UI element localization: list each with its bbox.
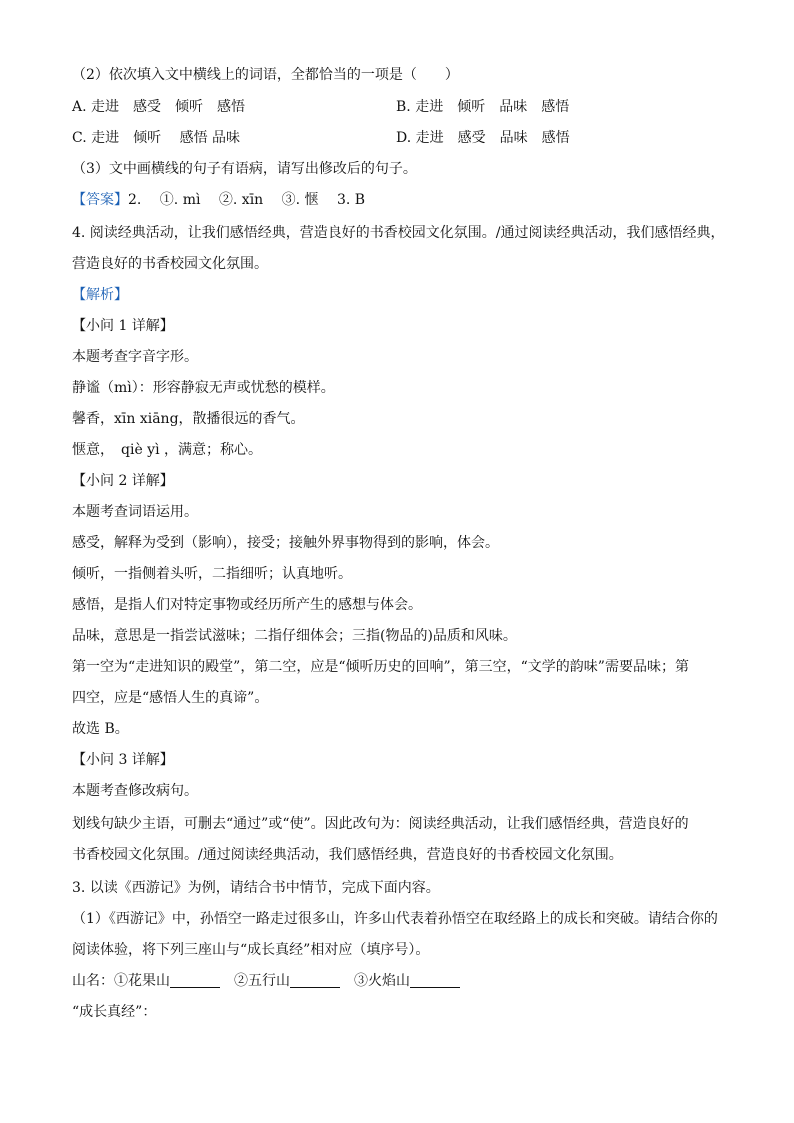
sub2-title: 【小问 2 详解】 — [72, 473, 174, 489]
sub1-line: 本题考查字音字形。 — [72, 349, 198, 365]
q3-question: （3）文中画横线的句子有语病，请写出修改后的句子。 — [72, 161, 417, 177]
mountain-item: ①花果山 — [114, 973, 170, 989]
sub3-line: 本题考查修改病句。 — [72, 783, 198, 799]
q2-question: （2）依次填入文中横线上的词语，全都恰当的一项是（ ） — [72, 67, 459, 83]
sub2-line: 故选 B。 — [72, 721, 129, 737]
sub1-title: 【小问 1 详解】 — [72, 318, 174, 334]
mountains-line — [72, 971, 742, 991]
q2-option-d: D. 走进 感受 品味 感悟 — [396, 130, 570, 146]
sub2-line: 本题考查词语运用。 — [72, 504, 198, 520]
sub3-line: 书香校园文化氛围。/通过阅读经典活动，我们感悟经典，营造良好的书香校园文化氛围。 — [72, 847, 623, 863]
mountain-blank[interactable] — [290, 973, 340, 988]
sub2-line: 感受，解释为受到（影响），接受；接触外界事物得到的影响，体会。 — [72, 535, 499, 551]
sub2-line: 感悟，是指人们对特定事物或经历所产生的感想与体会。 — [72, 597, 422, 613]
mountain-blank[interactable] — [410, 973, 460, 988]
sub3-line: 划线句缺少主语，可删去“通过”或“使”。因此改句为：阅读经典活动，让我们感悟经典，营造良好的 — [72, 816, 689, 832]
sub1-line: 静谧（mì）：形容静寂无声或忧愁的模样。 — [72, 380, 335, 396]
sub3-title: 【小问 3 详解】 — [72, 752, 174, 768]
mountain-blank[interactable] — [170, 973, 220, 988]
mountain-item: ③火焰山 — [354, 973, 410, 989]
sub2-line: 品味，意思是一指尝试滋味；二指仔细体会；三指(物品的)品质和风味。 — [72, 628, 517, 644]
answer-text: 2. ①. mì ②. xīn ③. 惬 3. B — [128, 192, 366, 208]
q3main-p2: 阅读体验，将下列三座山与“成长真经”相对应（填序号）。 — [72, 942, 430, 958]
analysis-label: 【解析】 — [72, 287, 128, 303]
q2-option-a: A. 走进 感受 倾听 感悟 — [72, 99, 246, 115]
sub2-line: 第一空为“走进知识的殿堂”，第二空，应是“倾听历史的回响”，第三空，“文学的韵味”需要品味；第 — [72, 659, 689, 675]
answer-label: 【答案】 — [72, 192, 128, 208]
sub2-line: 倾听，一指侧着头听，二指细听；认真地听。 — [72, 566, 352, 582]
mountains-label: 山名： — [72, 973, 114, 989]
sub1-line: 馨香，xīn xiāng，散播很远的香气。 — [72, 411, 305, 427]
mountain-item: ②五行山 — [234, 973, 290, 989]
q3main-title: 3. 以读《西游记》为例，请结合书中情节，完成下面内容。 — [72, 880, 440, 896]
growth-label: “成长真经”： — [72, 1004, 157, 1020]
answer4-line1: 4. 阅读经典活动，让我们感悟经典，营造良好的书香校园文化氛围。/通过阅读经典活动，我们感悟经典， — [72, 225, 725, 241]
answer4-line2: 营造良好的书香校园文化氛围。 — [72, 256, 268, 272]
sub2-line: 四空，应是“感悟人生的真谛”。 — [72, 690, 269, 706]
q2-option-b: B. 走进 倾听 品味 感悟 — [396, 99, 570, 115]
answer-line — [72, 190, 742, 210]
q3main-p1: （1）《西游记》中，孙悟空一路走过很多山，许多山代表着孙悟空在取经路上的成长和突破。请结合你的 — [72, 911, 718, 927]
sub1-line: 惬意， qiè yì ，满意；称心。 — [72, 442, 263, 458]
q2-option-c: C. 走进 倾听 感悟 品味 — [72, 130, 241, 146]
